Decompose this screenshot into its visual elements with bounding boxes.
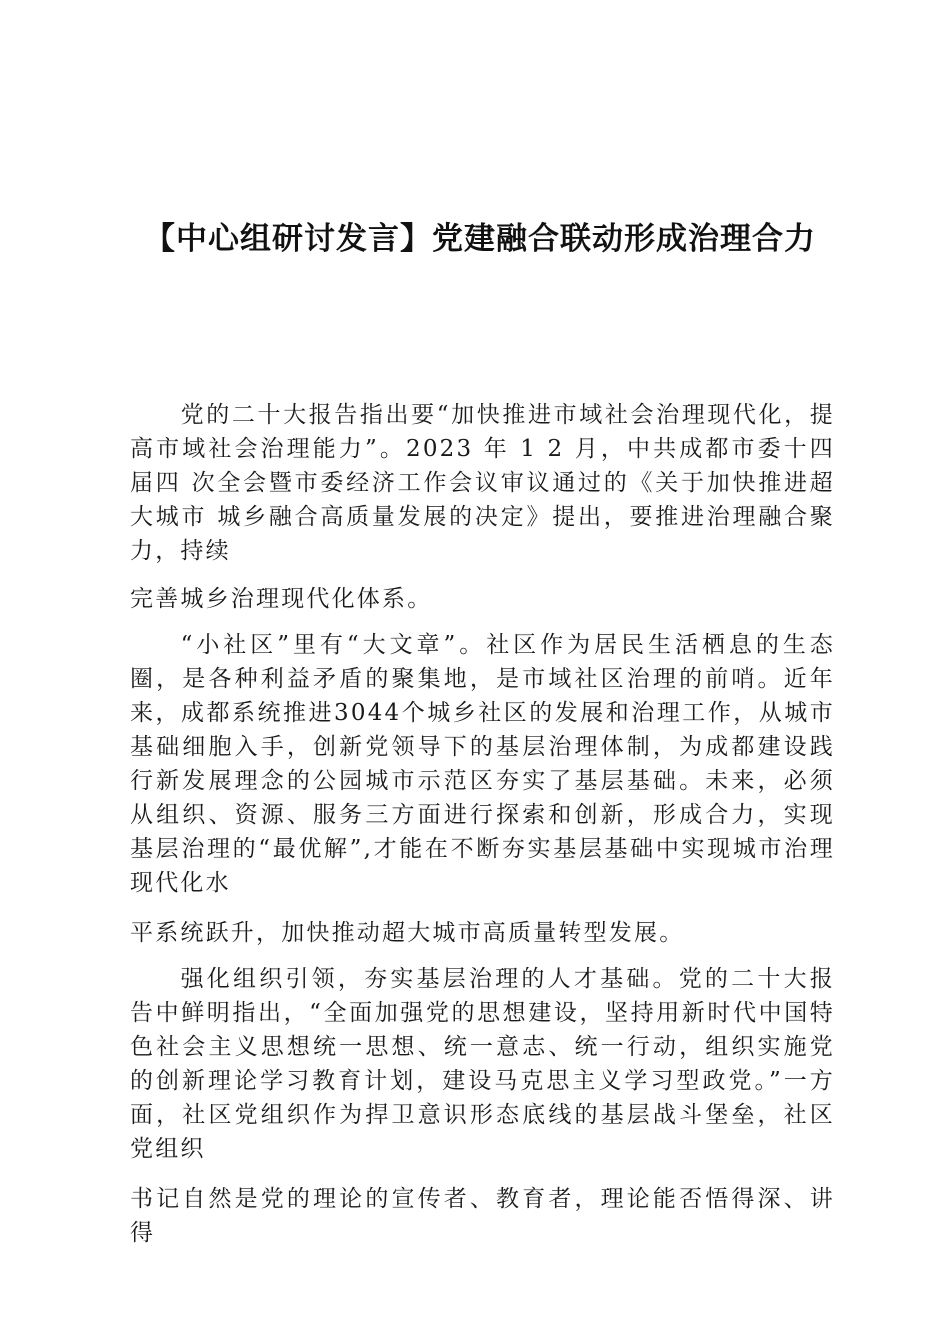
paragraph-continuation: 书记自然是党的理论的宣传者、教育者，理论能否悟得深、讲得: [130, 1186, 835, 1246]
document-title: 【中心组研讨发言】党建融合联动形成治理合力: [144, 220, 816, 257]
document-body: [130, 398, 835, 1250]
paragraph: 党的二十大报告指出要“加快推进市域社会治理现代化，提高市域社会治理能力”。2023 年 1 2 月，中共成都市委十四届四 次全会暨市委经济工作会议审议通过的《关于加快推进超大城市 城乡融合高质量发展的决定》提出，要推进治理融合聚力，持续: [130, 402, 835, 564]
paragraph-continuation: 平系统跃升，加快推动超大城市高质量转型发展。: [130, 920, 685, 946]
paragraph: 强化组织引领，夯实基层治理的人才基础。党的二十大报告中鲜明指出，“全面加强党的思想建设，坚持用新时代中国特色社会主义思想统一思想、统一意志、统一行动，组织实施党的创新理论学习教育计划，建设马克思主义学习型政党。”一方面，社区党组织作为捍卫意识形态底线的基层战斗堡垒，社区党组织: [130, 966, 835, 1162]
paragraph-continuation: 完善城乡治理现代化体系。: [130, 586, 433, 612]
paragraph: “小社区”里有“大文章”。社区作为居民生活栖息的生态圈，是各种利益矛盾的聚集地，是市域社区治理的前哨。近年来，成都系统推进3044个城乡社区的发展和治理工作，从城市基础细胞入手，创新党领导下的基层治理体制，为成都建设践行新发展理念的公园城市示范区夯实了基层基础。未来，必须从组织、资源、服务三方面进行探索和创新，形成合力，实现基层治理的“最优解”,才能在不断夯实基层基础中实现城市治理现代化水: [130, 632, 835, 896]
